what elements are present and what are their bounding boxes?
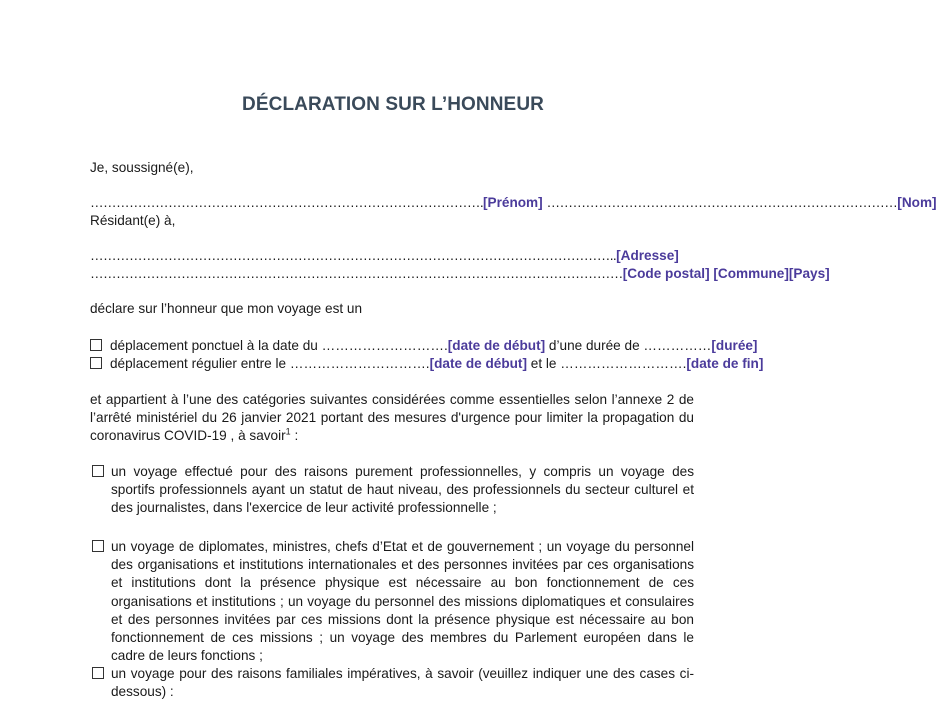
ponctuel-text: déplacement ponctuel à la date du ………………………. [110, 338, 448, 353]
category-family-text: un voyage pour des raisons familiales impératives, à savoir (veuillez indiquer une des cases ci-dessous) : [111, 666, 694, 700]
regulier-text: déplacement régulier entre le …………………………. [110, 356, 430, 371]
footnote-mark: 1 [285, 426, 291, 437]
category-professional-text: un voyage effectué pour des raisons purement professionnelles, y compris un voyage des sportifs professionnels ayant un statut de haut niveau, des professionnels du secteur culturel et des journalistes, dans l'exercice de leur activité professionnelle ; [111, 464, 694, 516]
regulier-checkbox[interactable] [90, 357, 102, 369]
option-regulier [90, 355, 763, 373]
category-family-checkbox[interactable] [92, 667, 104, 679]
address-field[interactable]: [Adresse] [616, 248, 679, 263]
residence-label: Résidant(e) à, [90, 213, 176, 228]
postal-line [90, 265, 830, 283]
document-title: DÉCLARATION SUR L’HONNEUR [242, 94, 544, 115]
postal-commune-country-field[interactable]: [Code postal] [Commune][Pays] [622, 266, 830, 281]
regulier-date-fin-field[interactable]: [date de fin] [686, 356, 764, 371]
address-line [90, 247, 679, 265]
name-line [90, 194, 937, 212]
ponctuel-date-debut-field[interactable]: [date de début] [447, 338, 546, 353]
postal-dots: …………………………………………………………………………………………………………… [90, 266, 623, 281]
category-diplomatic-checkbox[interactable] [92, 540, 104, 552]
ponctuel-duree-field[interactable]: [durée] [711, 338, 758, 353]
category-family [92, 665, 694, 701]
categories-intro-text: et appartient à l’une des catégories suivantes considérées comme essentielles selon l’annexe 2 de l’arrêté ministériel du 26 janvier 2021 portant des mesures d'urgence pour limiter la propagation du coronavirus COVID-19 , à savoir [90, 392, 694, 444]
declare-text: déclare sur l’honneur que mon voyage est un [90, 301, 363, 316]
ponctuel-checkbox[interactable] [90, 339, 102, 351]
intro-text: Je, soussigné(e), [90, 160, 194, 175]
regulier-fin-text: et le ………………………. [526, 356, 687, 371]
category-professional [92, 463, 694, 518]
prenom-field[interactable]: [Prénom] [483, 195, 543, 210]
option-ponctuel [90, 337, 757, 355]
nom-field[interactable]: [Nom] [897, 195, 937, 210]
categories-intro [90, 391, 694, 446]
category-diplomatic [92, 538, 694, 665]
nom-dots: ……………………………………………………………………… [546, 195, 898, 210]
address-dots: ………………………………………………………………………………………………………….. [90, 248, 617, 263]
prenom-dots: ………………………………………………………………………………. [90, 195, 483, 210]
category-diplomatic-text: un voyage de diplomates, ministres, chefs d’Etat et de gouvernement ; un voyage du personnel des organisations et institutions internationales et des personnes invitées par ces organisations et institutions dont la présence physique est nécessaire au bon fonctionnement de ces organisations et institutions ; un voyage du personnel des missions diplomatiques et consulaires et des personnes invitées par ces missions dont la présence physique est nécessaire au bon fonctionnement de ces missions ; un voyage des membres du Parlement européen dans le cadre de leurs fonctions ; [111, 539, 694, 664]
regulier-date-debut-field[interactable]: [date de début] [429, 356, 527, 371]
categories-intro-end: : [290, 428, 299, 444]
ponctuel-duree-text: d’une durée de …………… [545, 338, 712, 353]
category-professional-checkbox[interactable] [92, 465, 104, 477]
